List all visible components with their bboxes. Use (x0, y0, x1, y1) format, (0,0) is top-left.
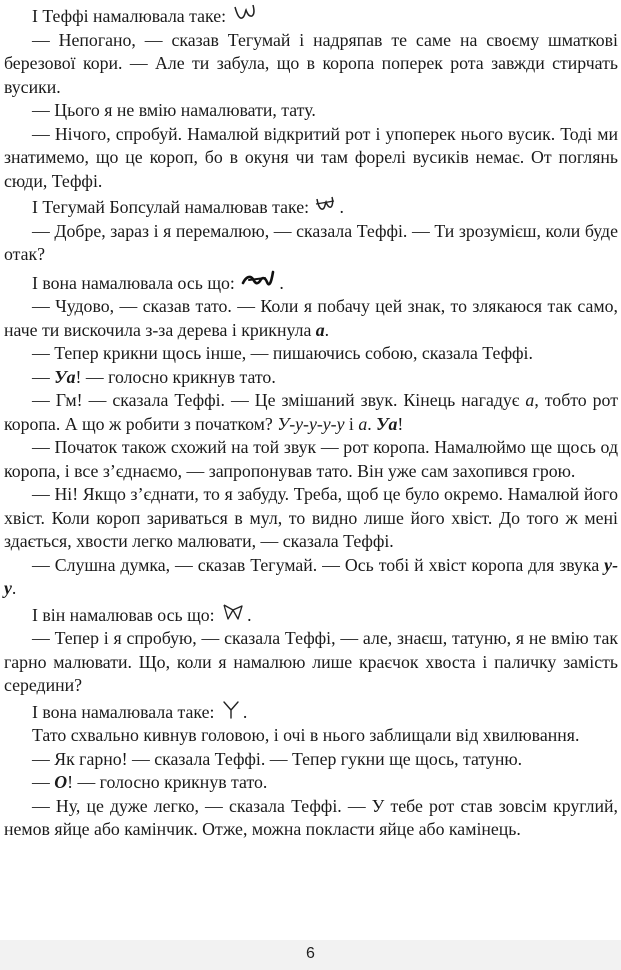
story-text (4, 2, 618, 842)
carp-tail-sign-icon (221, 603, 245, 623)
paragraph: — Уа! — голосно крикнув тато. (32, 366, 276, 387)
paragraph: — Як гарно! — сказала Теффі. — Тепер гукни ще щось, татуню. (32, 748, 523, 769)
paragraph: І Теффі намалювала таке: (4, 2, 618, 29)
paragraph: — Цього я не вмію намалювати, тату. (32, 100, 316, 120)
paragraph: Тато схвально кивнув головою, і очі в нього заблищали від хвилювання. (32, 725, 580, 745)
paragraph: — Тепер і я спробую, — сказала Теффі, — але, знаєш, татуню, я не вмію так гарно малювати. Що, коли я намалюю лише краєчок хвоста і паличку замість середини? (4, 628, 618, 695)
page-number: 6 (306, 945, 315, 962)
paragraph: І вона намалювала таке: . (32, 701, 248, 722)
paragraph: І Тегумай Бопсулай намалював таке: . (32, 197, 344, 217)
carp-mouth-sign-icon (233, 4, 259, 24)
paragraph: — Гм! — сказала Теффі. — Це змішаний звук. Кінець нагадує а, тобто рот коропа. А що ж робити з початком? У-у-у-у-у і а. Уа! (4, 390, 618, 434)
paragraph: — О! — голосно крикнув тато. (32, 772, 268, 792)
paragraph: — Тепер крикни щось інше, — пишаючись собою, сказала Теффі. (32, 343, 533, 363)
paragraph: — Слушна думка, — сказав Тегумай. — Ось тобі й хвіст коропа для звука у-у. (4, 554, 618, 598)
paragraph: — Добре, зараз і я перемалюю, — сказала Теффі. — Ти зрозумієш, коли буде отак? (4, 220, 618, 264)
paragraph: — Початок також схожий на той звук — рот коропа. Намалюймо ще щось од коропа, і все з’єднаємо, — запропонував тато. Він уже сам захопився грою. (4, 437, 618, 481)
carp-tail-y-sign-icon (221, 700, 241, 720)
paragraph: — Ні! Якщо з’єднати, то я забуду. Треба, щоб це було окремо. Намалюй його хвіст. Коли короп зариваться в мул, то видно лише його хвіст. До того ж мені здається, хвости легко малювати, — сказала Теффі. (4, 484, 618, 551)
carp-mouth-bold-sign-icon (241, 269, 277, 291)
paragraph: — Чудово, — сказав тато. — Коли я побачу цей знак, то злякаюся так само, наче ти вискочила з-за дерева і крикнула а. (4, 296, 618, 340)
paragraph: — Непогано, — сказав Тегумай і надряпав те саме на своєму шматкові березової кори. — Але ти забула, що в коропа поперек рота завжди стирчать вусики. (4, 29, 618, 97)
paragraph: — Ну, це дуже легко, — сказала Теффі. — У тебе рот став зовсім круглий, немов яйце або камінчик. Отже, можна покласти яйце або камінець. (4, 795, 618, 839)
paragraph: — Нічого, спробуй. Намалюй відкритий рот і упоперек нього вусик. Тоді ми знатимемо, що це короп, бо в окуня чи там форелі вусиків немає. От поглянь сюди, Теффі. (4, 123, 618, 191)
page-footer (0, 940, 621, 970)
paragraph: І вона намалювала ось що: . (4, 267, 618, 296)
carp-mouth-barbel-sign-icon (315, 195, 337, 215)
paragraph: І він намалював ось що: . (32, 604, 252, 625)
